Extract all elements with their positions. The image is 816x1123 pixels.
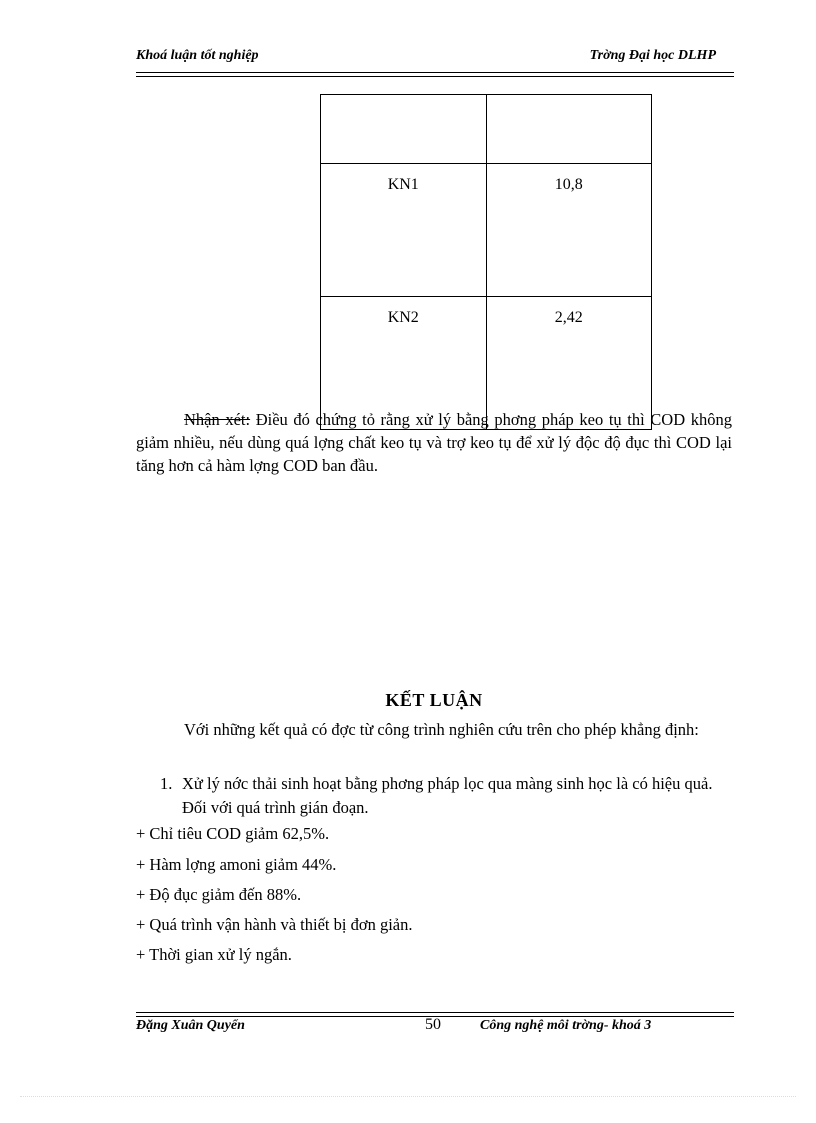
remark-label: Nhận xét: <box>184 410 251 429</box>
item-number: 1. <box>160 774 173 793</box>
remark-paragraph <box>136 408 732 477</box>
conclusion-title: KẾT LUẬN <box>385 690 483 710</box>
page-number: 50 <box>425 1016 441 1033</box>
page-bottom-divider <box>20 1096 796 1097</box>
remark-text: Điều đó chứng tỏ rằng xử lý bằng phơng pháp keo tụ thì COD không giảm nhiều, nếu dùng quá lợng chất keo tụ và trợ keo tụ để xử lý độc độ đục thì COD lại tăng hơn cả hàm lợng COD ban đầu. <box>136 410 732 475</box>
bullet-item: + Thời gian xử lý ngắn. <box>136 945 292 964</box>
results-table <box>320 94 652 430</box>
header-left: Khoá luận tốt nghiệp <box>136 48 259 63</box>
footer-rule <box>136 1012 734 1013</box>
bullet-item: + Độ đục giảm đến 88%. <box>136 885 302 904</box>
header-rule-2 <box>136 76 734 77</box>
bullet-item: + Chỉ tiêu COD giảm 62,5%. <box>136 824 330 843</box>
table-row <box>321 95 652 164</box>
bullet-item: + Hàm lợng amoni giảm 44%. <box>136 855 337 874</box>
table-cell: 10,8 <box>486 164 652 297</box>
table-cell: KN1 <box>321 164 487 297</box>
header-right: Trờng Đại học DLHP <box>589 48 716 63</box>
bullet-item: + Quá trình vận hành và thiết bị đơn giản. <box>136 915 413 934</box>
table-row <box>321 164 652 297</box>
footer-course: Công nghệ môi trờng- khoá 3 <box>480 1018 652 1033</box>
header-rule <box>136 72 734 73</box>
item-text: Xử lý nớc thải sinh hoạt bằng phơng pháp lọc qua màng sinh học là có hiệu quả. Đối với quá trình gián đoạn. <box>182 774 713 817</box>
table-cell <box>321 95 487 164</box>
table-cell: KN2 <box>321 297 487 430</box>
numbered-item-1 <box>160 772 724 820</box>
conclusion-intro <box>136 718 732 741</box>
footer-author: Đặng Xuân Quyển <box>136 1018 245 1033</box>
intro-text: Với những kết quả có đợc từ công trình nghiên cứu trên cho phép khẳng định: <box>184 720 699 739</box>
table-cell: 2,42 <box>486 297 652 430</box>
table-cell <box>486 95 652 164</box>
